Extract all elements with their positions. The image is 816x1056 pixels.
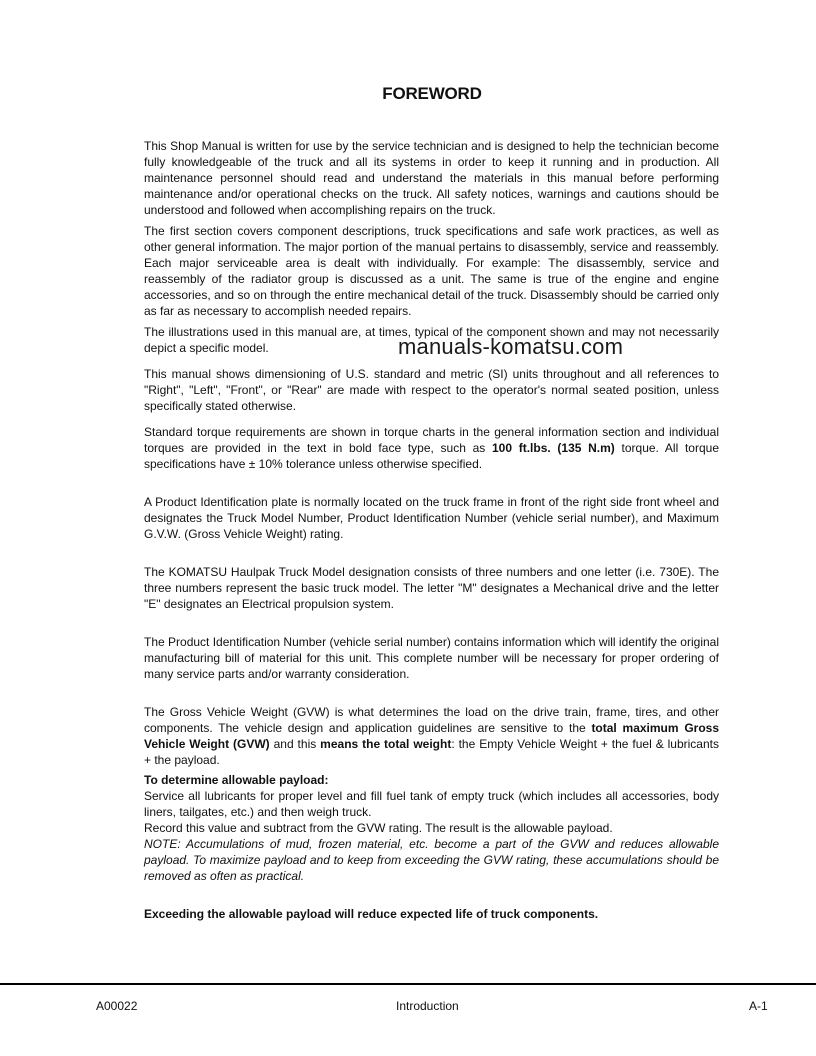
paragraph-purpose: This Shop Manual is written for use by the service technician and is designed to help the technician become fully knowledgeable of the truck and all its systems in order to keep it running and in production. All maintenance personnel should read and understand the materials in this manual before performing maintenance and/or operational checks on the truck. All safety notices, warnings and cautions should be understood and followed when accomplishing repairs on the truck. <box>144 139 719 217</box>
payload-step-record: Record this value and subtract from the GVW rating. The result is the allowable payload. <box>144 821 613 835</box>
payload-warning: Exceeding the allowable payload will reduce expected life of truck components. <box>144 907 599 921</box>
foreword-body <box>144 138 719 922</box>
watermark-text: manuals-komatsu.com <box>398 334 624 359</box>
gvw-bold-meaning: means the total weight <box>320 737 452 751</box>
gvw-text-start: The Gross Vehicle Weight (GVW) is what determines the load on the drive train, frame, tires, and other components. The vehicle design and application guidelines are sensitive to the <box>144 705 719 735</box>
gvw-text-mid: and this <box>269 737 321 751</box>
page-title: FOREWORD <box>382 84 482 103</box>
paragraph-serial-number: The Product Identification Number (vehicle serial number) contains information which will identify the original manufacturing bill of material for this unit. This complete number will be necessary for proper ordering of many service parts and/or warranty consideration. <box>144 635 719 681</box>
footer-section-name: Introduction <box>396 999 459 1013</box>
paragraph-identification-plate: A Product Identification plate is normally located on the truck frame in front of the right side front wheel and designates the Truck Model Number, Product Identification Number (vehicle serial number), and Maximum G.V.W. (Gross Vehicle Weight) rating. <box>144 495 719 541</box>
torque-text-end: torque. All torque specifications have ± 10% tolerance unless otherwise specified. <box>144 441 719 471</box>
paragraph-torque <box>144 424 719 472</box>
paragraph-dimensioning: This manual shows dimensioning of U.S. standard and metric (SI) units throughout and all references to "Right", "Left", "Front", or "Rear" are made with respect to the operator's normal seated position, unless specifically stated otherwise. <box>144 367 719 413</box>
paragraph-illustrations: The illustrations used in this manual are, at times, typical of the component shown and may not necessarily depict a specific model. <box>144 325 719 355</box>
footer-divider <box>0 983 816 985</box>
torque-value: 100 ft.lbs. (135 N.m) <box>491 441 615 455</box>
payload-step-service: Service all lubricants for proper level and fill fuel tank of empty truck (which includes all accessories, body liners, tailgates, etc.) and then weigh truck. <box>144 789 719 819</box>
paragraph-gvw <box>144 704 719 768</box>
paragraph-model-designation: The KOMATSU Haulpak Truck Model designation consists of three numbers and one letter (i.e. 730E). The three numbers represent the basic truck model. The letter "M" designates a Mechanical drive and the letter "E" designates an Electrical propulsion system. <box>144 565 719 611</box>
footer-document-code: A00022 <box>96 999 138 1013</box>
payload-heading: To determine allowable payload: <box>144 773 329 787</box>
torque-text-start: Standard torque requirements are shown in torque charts in the general information section and individual torques are provided in the text in bold face type, such as <box>144 425 719 455</box>
gvw-text-end: : the Empty Vehicle Weight + the fuel & lubricants + the payload. <box>144 737 719 767</box>
gvw-bold-total: total maximum Gross Vehicle Weight (GVW) <box>144 721 719 751</box>
paragraph-sections: The first section covers component descriptions, truck specifications and safe work practices, as well as other general information. The major portion of the manual pertains to disassembly, service and reassembly. Each major serviceable area is dealt with individually. For example: The disassembly, service and reassembly of the radiator group is discussed as a unit. The same is true of the engine and engine accessories, and so on through the entire mechanical detail of the truck. Disassembly should be carried only as far as necessary to accomplish needed repairs. <box>144 224 719 318</box>
payload-section <box>144 772 719 884</box>
footer-page-number: A-1 <box>749 999 768 1013</box>
payload-note: NOTE: Accumulations of mud, frozen material, etc. become a part of the GVW and reduces allowable payload. To maximize payload and to keep from exceeding the GVW rating, these accumulations should be removed as often as practical. <box>144 837 719 883</box>
